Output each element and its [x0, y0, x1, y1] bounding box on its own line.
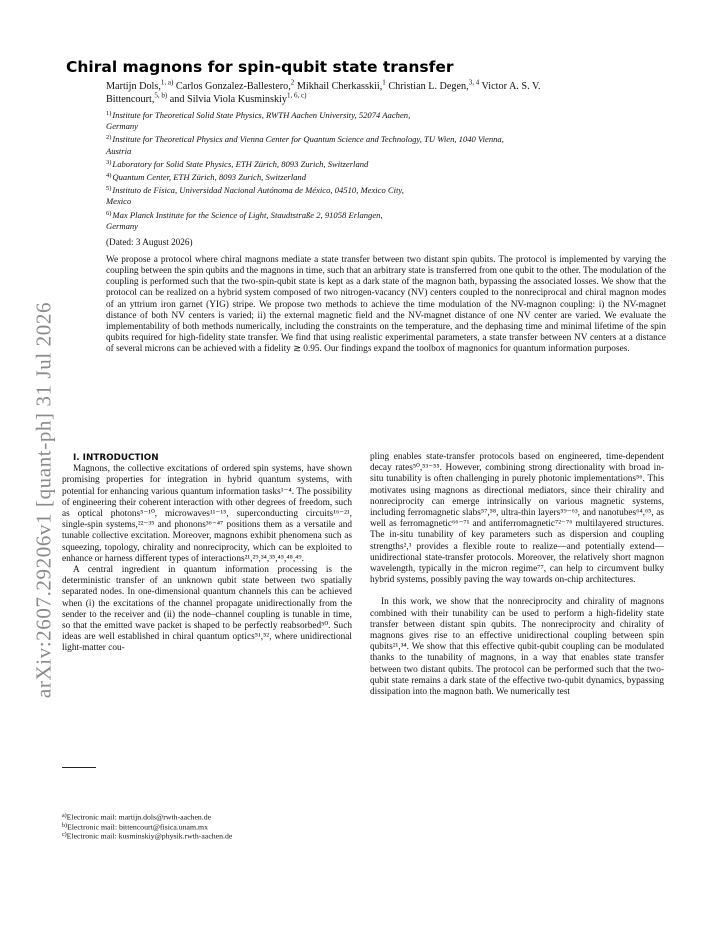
author-affiliation-mark: 1, 6, c) — [287, 91, 307, 100]
footnote: $^{b)}$Electronic mail: bittencourt@fisica.unam.mx — [62, 822, 208, 832]
right-column — [370, 452, 664, 698]
arxiv-identifier-stamp: arXiv:2607.29206v1 [quant-ph] 31 Jul 2026 — [31, 301, 56, 699]
author-name: Christian L. Degen, — [385, 81, 469, 92]
affiliation: $^{1)}$Institute for Theoretical Solid State Physics, RWTH Aachen University, 52074 Aachen, Germany — [106, 110, 411, 132]
body-paragraph: A central ingredient in quantum information processing is the deterministic transfer of an unknown qubit state between two spatially separated nodes. In one-dimensional quantum channels this can be achieved when (i) the excitations of the channel propagate unidirectionally from the sender to the receiver and (ii) the node–channel coupling is tunable in time, so that the emitted wave packet is shaped to be perfectly reabsorbed⁵⁰. Such ideas are well established in chiral quantum optics⁵¹,⁵², where unidirectional light-matter cou- — [62, 565, 352, 654]
body-paragraph: In this work, we show that the nonreciprocity and chirality of magnons combined with their tunability can be used to perform a high-fidelity state transfer between distant spin qubits. The nonreciprocity and chirality of magnons gives rise to an effective unidirectional coupling between spin qubits²¹,³⁴. We show that this effective qubit-qubit coupling can be modulated thanks to the tunability of magnons, in a way that enables state transfer between two distant qubits. The protocol can be performed such that the two-qubit state remains a dark state of the effective two-qubit dynamics, bypassing dissipation into the magnon bath. We numerically test — [370, 597, 664, 698]
date-line: (Dated: 3 August 2026) — [106, 237, 193, 247]
author-affiliation-mark: 3, 4 — [468, 78, 480, 87]
author-list — [106, 80, 666, 106]
author-name: and Silvia Viola Kusminskiy — [167, 94, 287, 105]
left-column — [62, 453, 352, 655]
author-name: Bittencourt, — [106, 94, 155, 105]
body-paragraph: pling enables state-transfer protocols based on engineered, time-dependent decay rates⁵⁰,⁵³⁻⁵⁵. However, combining strong directionality with broad in-situ tunability is often challenging in purely photonic implementations⁵⁶. This motivates using magnons as directional mediators, since their chirality and nonreciprocity can emerge intrinsically on various magnetic systems, including ferromagnetic slabs⁵⁷,⁵⁸, ultra-thin layers⁵⁹⁻⁶³, and nanotubes⁶⁴,⁶⁵, as well as ferromagnetic⁶⁶⁻⁷¹ and antiferromagnetic⁷²⁻⁷⁶ multilayered structures. The in-situ tunability of key parameters such as dispersion and coupling strengths²,³ provides a flexible route to realize—and potentially extend—unidirectional state-transfer protocols. Moreover, the relatively short magnon wavelength, typically in the micron regime⁷⁷, can help to circumvent bulky hybrid systems, possibly paving the way towards on-chip architectures. — [370, 452, 664, 586]
affiliation: $^{5)}$Instituto de Física, Universidad Nacional Autónoma de México, 04510, Mexico City, Mexico — [106, 185, 404, 207]
paper-title: Chiral magnons for spin-qubit state transfer — [66, 58, 454, 76]
author-name: Victor A. S. V. — [479, 81, 541, 92]
affiliation: $^{4)}$Quantum Center, ETH Zürich, 8093 Zurich, Switzerland — [106, 172, 307, 183]
author-affiliation-mark: 1, a) — [160, 78, 174, 87]
section-heading: I. INTRODUCTION — [73, 453, 159, 463]
footnote-separator — [62, 767, 96, 768]
footnote: $^{c)}$Electronic mail: kusminskiy@physik.rwth-aachen.de — [62, 831, 233, 841]
author-name: Mikhail Cherkasskii, — [294, 81, 383, 92]
author-name: Martijn Dols, — [106, 81, 161, 92]
author-affiliation-mark: 1 — [382, 78, 386, 87]
body-paragraph: Magnons, the collective excitations of ordered spin systems, have shown promising properties for integration in hybrid quantum systems, with potential for enhancing various quantum information tasks¹⁻⁴. The possibility of engineering their coherent interaction with other degrees of freedom, such as optical photons⁵⁻¹⁰, microwaves¹¹⁻¹⁵, superconducting circuits¹⁶⁻²¹, single-spin systems,²²⁻³⁵ and phonons³⁶⁻⁴⁷ positions them as a versatile and tunable collective excitation. Moreover, magnons exhibit phenomena such as squeezing, topology, chirality and nonreciprocity, which can be exploited to enhance or harness different types of interactions²¹,²⁹,³⁴,³⁵,⁴⁵,⁴⁸,⁴⁹. — [62, 464, 352, 564]
author-affiliation-mark: 2 — [290, 78, 295, 87]
affiliation-list — [106, 108, 666, 232]
author-affiliation-mark: 5, b) — [154, 91, 168, 100]
author-name: Carlos Gonzalez-Ballestero, — [173, 81, 291, 92]
footnote-list — [62, 812, 352, 841]
affiliation: $^{2)}$Institute for Theoretical Physics and Vienna Center for Quantum Science and Technology, TU Wien, 1040 Vienna, Austria — [106, 134, 504, 156]
affiliation: $^{3)}$Laboratory for Solid State Physics, ETH Zürich, 8093 Zurich, Switzerland — [106, 158, 369, 169]
abstract: We propose a protocol where chiral magnons mediate a state transfer between two distant spin qubits. The protocol is implemented by varying the coupling between the spin qubits and the magnons in time, such that an arbitrary state is transferred from one qubit to the other. The modulation of the coupling is performed such that the two-spin-qubit state is kept as a dark state of the magnon bath, bypassing the associated losses. We show that the protocol can be realized on a hybrid system composed of two nitrogen-vacancy (NV) centers coupled to the nonreciprocal and chiral magnon modes of an yttrium iron garnet (YIG) stripe. We propose two methods to achieve the time modulation of the NV-magnon coupling: i) the NV-magnet distance of both NV centers is varied; ii) the external magnetic field and the NV-magnet distance of one NV center are varied. We evaluate the implementability of both methods numerically, including the constraints on the temperature, and the dephasing time and minimal lifetime of the spin qubits required for high-fidelity state transfer. We find that using realistic experimental parameters, a state transfer between NV centers at a distance of several microns can be achieved with a fidelity ≳ 0.95. Our findings expand the toolbox of magnonics for quantum information purposes. — [106, 255, 666, 355]
footnote: $^{a)}$Electronic mail: martijn.dols@rwth-aachen.de — [62, 812, 212, 822]
affiliation: $^{6)}$Max Planck Institute for the Science of Light, Staudtstraße 2, 91058 Erlangen, Germany — [106, 209, 383, 231]
